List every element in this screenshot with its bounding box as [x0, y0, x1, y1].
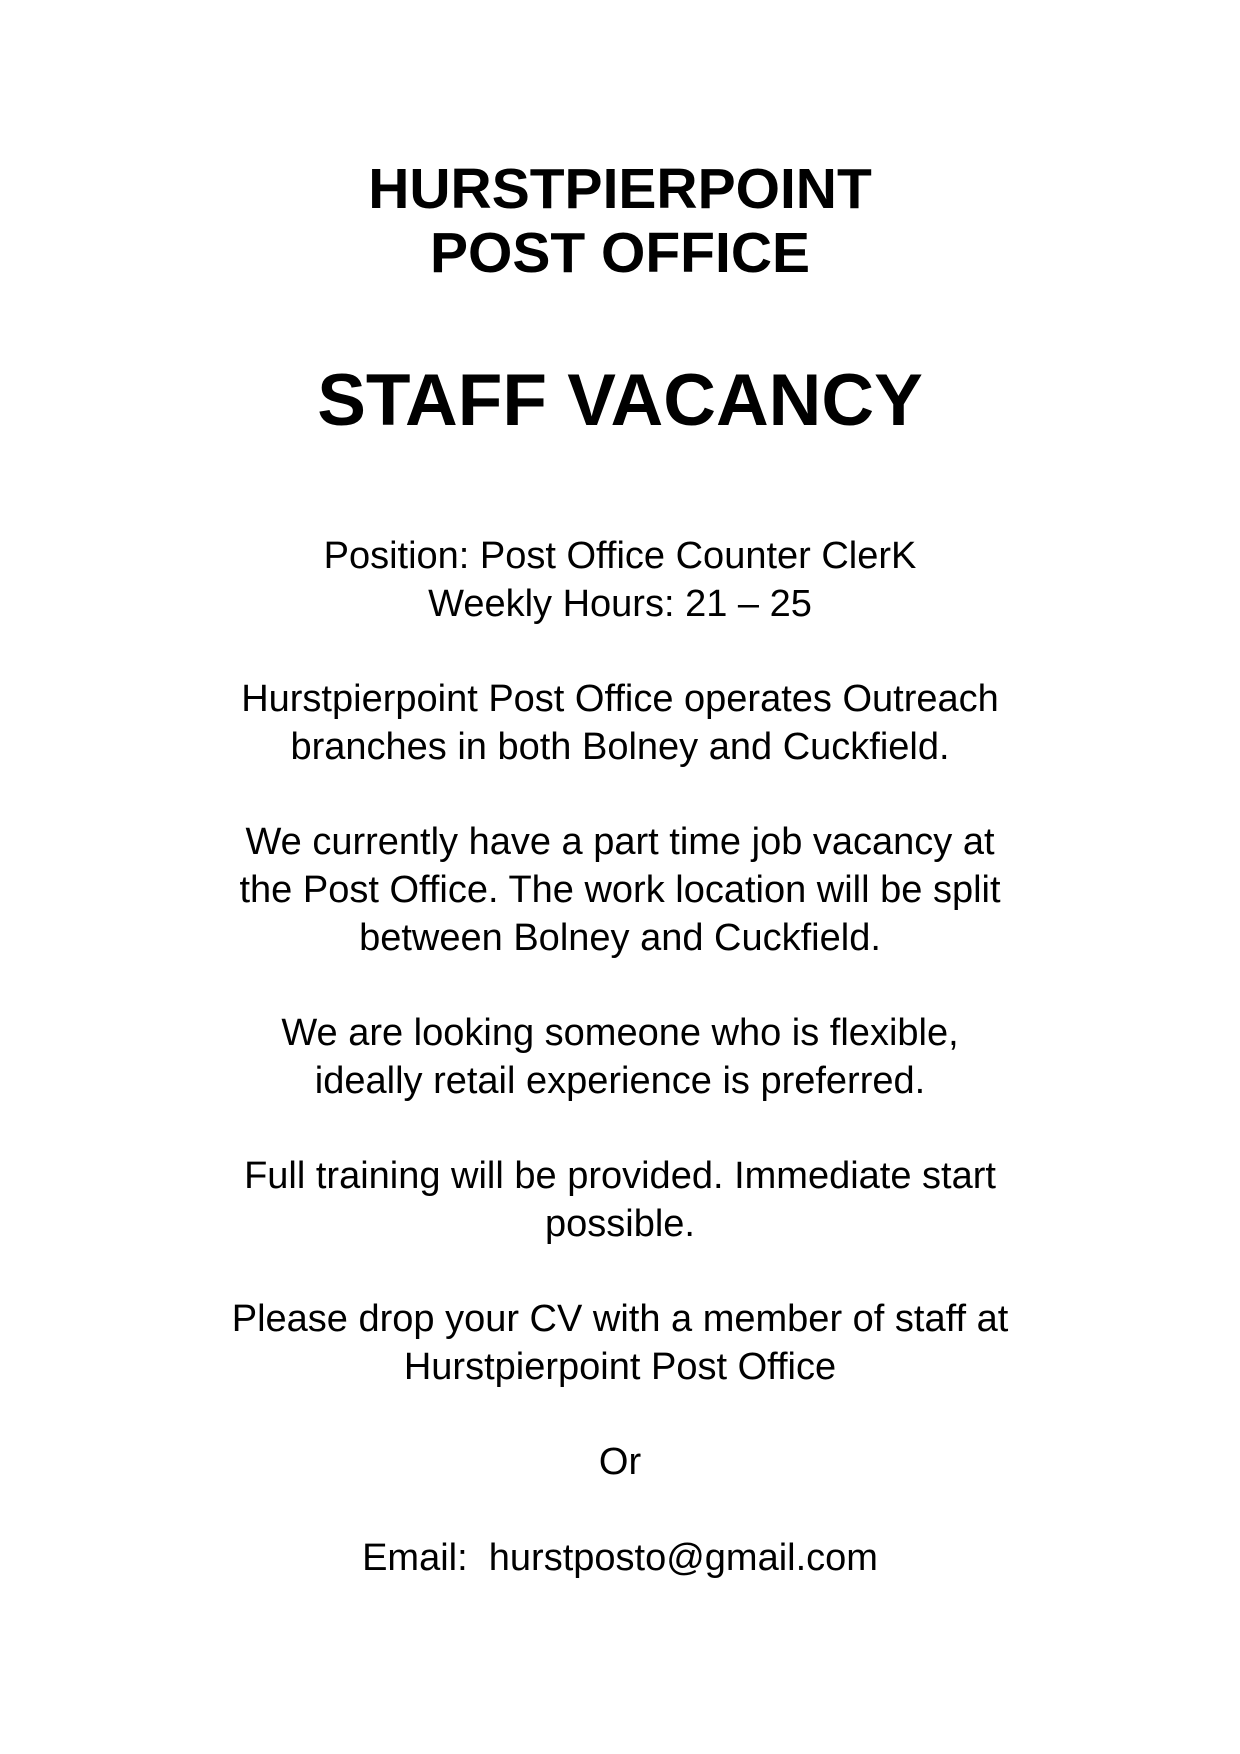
apply-paragraph-line: Hurstpierpoint Post Office: [403, 1346, 837, 1388]
weekly-hours-detail: Weekly Hours: 21 – 25: [428, 583, 812, 625]
vacancy-paragraph-line: between Bolney and Cuckfield.: [359, 917, 881, 959]
email-address-link[interactable]: hurstposto@gmail.com: [488, 1537, 878, 1579]
heading-line-1: HURSTPIERPOINT: [368, 157, 872, 221]
vacancy-paragraph-line: the Post Office. The work location will be split: [239, 869, 1001, 911]
requirements-paragraph-line: We are looking someone who is flexible,: [281, 1012, 959, 1054]
vacancy-paragraph-line: We currently have a part time job vacancy at: [245, 821, 995, 863]
email-contact: [0, 1539, 1240, 1577]
page-title: STAFF VACANCY: [317, 360, 923, 441]
outreach-paragraph-line: branches in both Bolney and Cuckfield.: [290, 726, 950, 768]
email-label: Email:: [362, 1537, 489, 1579]
position-detail: Position: Post Office Counter ClerK: [323, 535, 917, 577]
apply-paragraph-line: Please drop your CV with a member of staff at: [231, 1298, 1009, 1340]
training-paragraph-line: Full training will be provided. Immediate start: [244, 1155, 996, 1197]
requirements-paragraph-line: ideally retail experience is preferred.: [314, 1060, 926, 1102]
or-separator: Or: [598, 1441, 642, 1483]
heading-line-2: POST OFFICE: [429, 221, 811, 285]
training-paragraph-line: possible.: [545, 1203, 695, 1245]
outreach-paragraph-line: Hurstpierpoint Post Office operates Outreach: [241, 678, 999, 720]
